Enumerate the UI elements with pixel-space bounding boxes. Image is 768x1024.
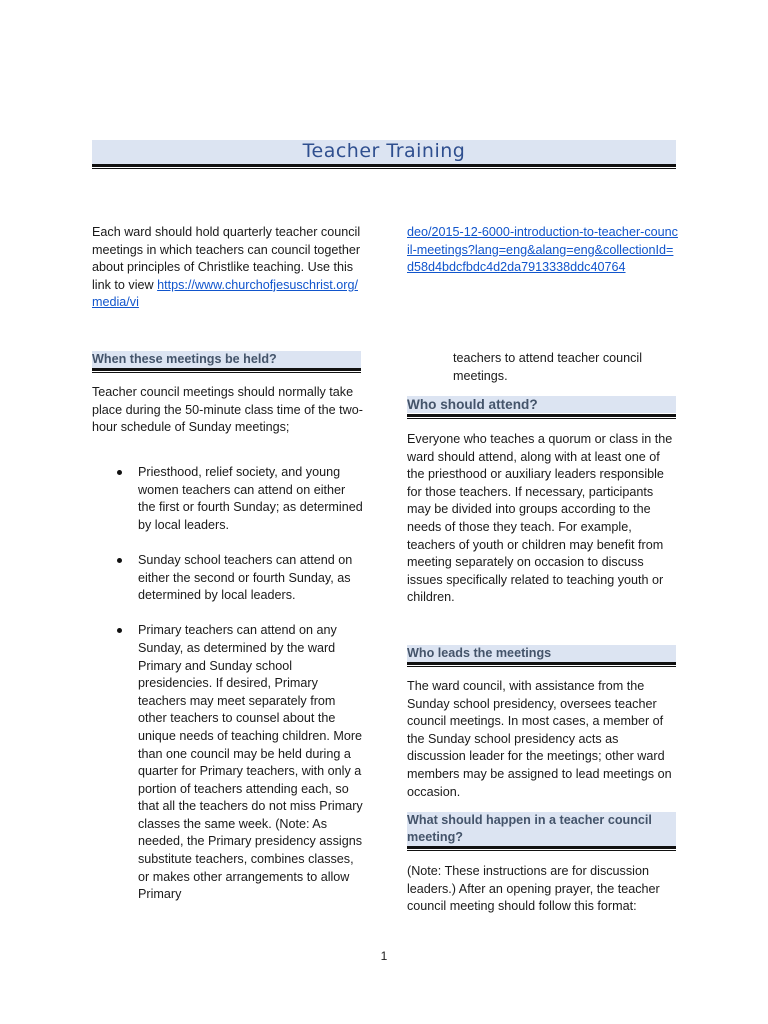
bullet-list [92,464,364,904]
document-title: Teacher Training [302,140,466,162]
list-item [92,622,364,904]
list-item [92,464,364,534]
who-attend-body [407,431,679,607]
bullet-icon [117,628,122,633]
what-happen-body [407,863,679,916]
heading-who-attend-text: Who should attend? [407,397,538,412]
bullet-icon [117,470,122,475]
title-rule-thin [92,168,676,169]
bullet-continuation [453,350,679,385]
heading-rule-thick [407,662,676,665]
heading-when-held [92,351,361,368]
video-link-part2[interactable]: deo/2015-12-6000-introduction-to-teacher-council-meetings?lang=eng&alang=eng&collectionId=d58d4bdcfbdc4d2da7913338ddc40764 [407,225,678,275]
video-link-part1[interactable]: https://www.churchofjesuschrist.org/media/vi [92,277,358,310]
left-column-intro [92,224,364,312]
intro-paragraph [92,224,364,312]
list-item-text: Primary teachers can attend on any Sunday, as determined by the ward Primary and Sunday school presidencies. If desired, Primary teachers may meet separately from other teachers to counsel about the unique needs of teaching children. More than one council may be held during a quarter for Primary teachers, with only a portion of teachers attending each, so that all the teachers do not miss Primary classes the same week. (Note: As needed, the Primary presidency assigns substitute teachers, combines classes, or makes other arrangements to allow Primary [138,623,363,902]
who-attend-paragraph: Everyone who teaches a quorum or class in the ward should attend, along with at least one of the priesthood or auxiliary leaders responsible for those teachers. If necessary, participants may be divided into groups according to the needs of those they teach. For example, teachers of youth or children may benefit from meeting separately on occasion to discuss issues specifically related to teaching youth or children. [407,432,673,605]
heading-who-leads-text: Who leads the meetings [407,646,552,660]
list-item-text: Priesthood, relief society, and young women teachers can attend on either the first or fourth Sunday; as determined by local leaders. [138,465,363,532]
heading-rule-thin [407,666,676,667]
heading-who-attend [407,396,676,413]
list-item-text: Sunday school teachers can attend on either the second or fourth Sunday, as determined by local leaders. [138,552,353,603]
what-happen-paragraph: (Note: These instructions are for discussion leaders.) After an opening prayer, the teacher council meeting should follow this format: [407,864,660,914]
heading-who-leads [407,645,676,662]
who-leads-body [407,678,679,801]
title-rule-thick [92,164,676,167]
heading-what-happen-text: What should happen in a teacher council meeting? [407,813,652,844]
bullet-continuation-text: teachers to attend teacher council meetings. [453,351,643,383]
heading-rule-thin [407,418,676,419]
when-held-paragraph: Teacher council meetings should normally take place during the 50-minute class time of the two-hour schedule of Sunday meetings; [92,385,363,435]
list-item [92,552,364,605]
bullet-list-container [92,464,364,921]
title-banner [92,140,676,164]
heading-what-happen [407,812,676,846]
heading-when-held-text: When these meetings be held? [92,352,277,366]
left-column-body [92,384,364,437]
bullet-icon [117,558,122,563]
heading-rule-thin [92,372,361,373]
page-number: 1 [380,949,388,963]
heading-rule-thick [407,846,676,849]
heading-rule-thin [407,850,676,851]
heading-rule-thick [92,368,361,371]
who-leads-paragraph: The ward council, with assistance from the Sunday school presidency, oversees teacher council meetings. In most cases, a member of the Sunday school presidency acts as discussion leader for the meetings; other ward members may be assigned to lead meetings on occasion. [407,679,672,799]
right-column-link [407,224,679,277]
intro-text: Each ward should hold quarterly teacher council meetings in which teachers can council together about principles of Christlike teaching. Use this link to view [92,225,361,292]
heading-rule-thick [407,414,676,417]
